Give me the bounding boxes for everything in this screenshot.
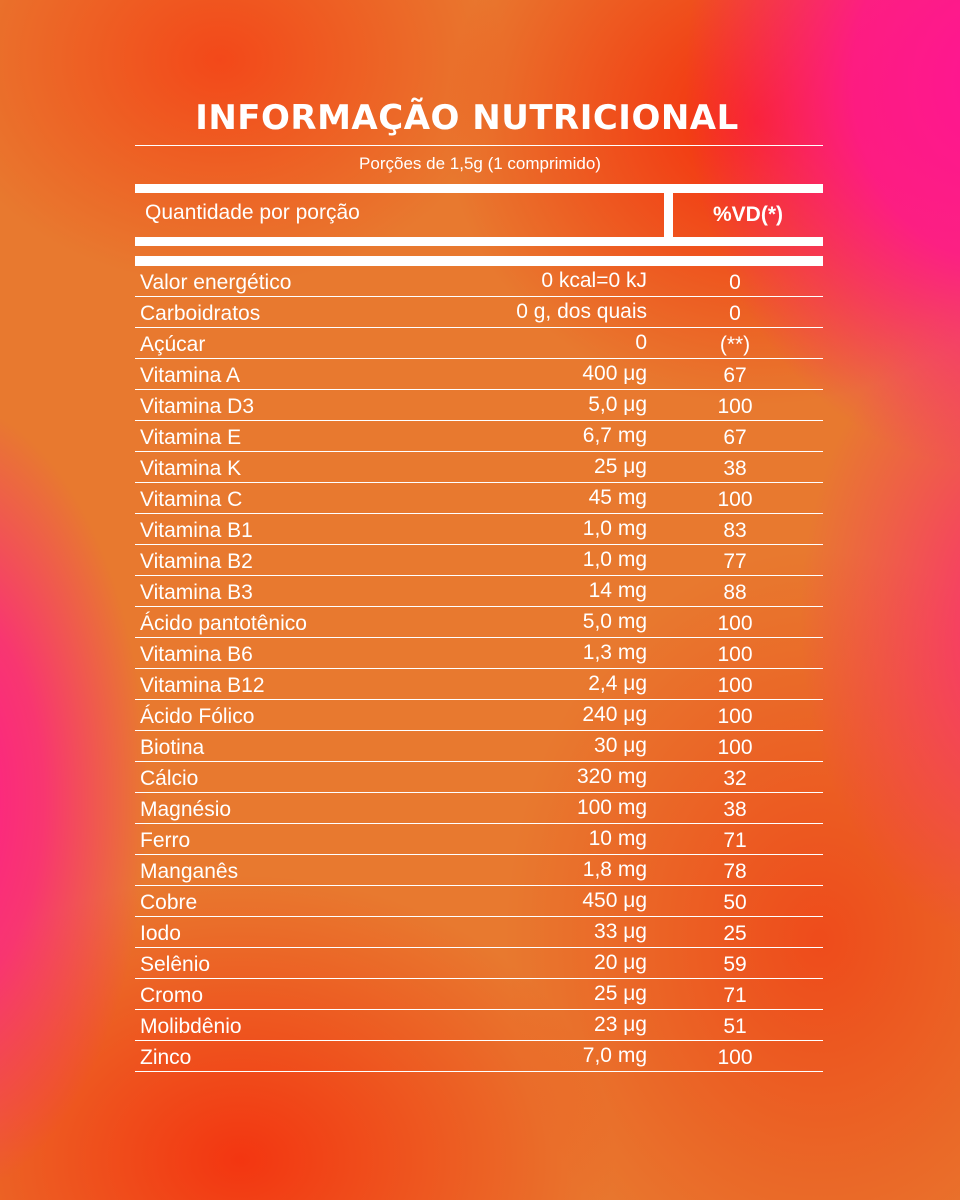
nutrient-name: Ácido pantotênico — [140, 612, 307, 635]
nutrient-daily-value: 38 — [723, 457, 747, 480]
nutrient-name: Cromo — [140, 984, 204, 1007]
nutrient-amount: 7,0 mg — [582, 1044, 647, 1067]
page-title: INFORMAÇÃO NUTRICIONAL — [195, 98, 739, 138]
nutrient-amount: 2,4 μg — [588, 672, 647, 695]
nutrient-name: Vitamina B2 — [140, 550, 253, 573]
table-row — [135, 855, 823, 886]
header-column-divider — [664, 193, 673, 237]
nutrient-daily-value: 100 — [717, 736, 753, 759]
nutrient-amount: 5,0 μg — [588, 393, 647, 416]
table-row — [135, 979, 823, 1010]
nutrient-name: Vitamina K — [140, 457, 242, 480]
thick-divider — [135, 237, 823, 246]
nutrient-name: Carboidratos — [140, 302, 261, 325]
nutrient-amount: 0 — [635, 331, 647, 354]
table-row — [135, 669, 823, 700]
nutrient-name: Açúcar — [140, 333, 206, 356]
thick-divider — [135, 256, 823, 266]
nutrient-daily-value: 100 — [717, 705, 753, 728]
table-row — [135, 452, 823, 483]
nutrient-daily-value: 71 — [723, 829, 747, 852]
nutrient-name: Vitamina D3 — [140, 395, 255, 418]
nutrient-name: Vitamina E — [140, 426, 242, 449]
nutrient-daily-value: 100 — [717, 612, 753, 635]
table-row — [135, 266, 823, 297]
nutrient-amount: 10 mg — [588, 827, 647, 850]
divider — [135, 145, 823, 146]
nutrient-daily-value: 88 — [723, 581, 747, 604]
nutrient-amount: 320 mg — [576, 765, 647, 788]
nutrient-daily-value: 100 — [717, 1046, 753, 1069]
nutrient-name: Biotina — [140, 736, 205, 759]
nutrient-amount: 0 g, dos quais — [516, 300, 647, 323]
nutrient-amount: 240 μg — [582, 703, 647, 726]
nutrient-amount: 1,0 mg — [582, 517, 647, 540]
table-row — [135, 483, 823, 514]
nutrient-daily-value: 0 — [729, 271, 741, 294]
nutrient-name: Vitamina C — [140, 488, 243, 511]
nutrient-daily-value: 67 — [723, 426, 747, 449]
nutrient-daily-value: 25 — [723, 922, 747, 945]
nutrient-amount: 1,0 mg — [582, 548, 647, 571]
daily-value-label: %VD(*) — [712, 203, 783, 226]
table-row — [135, 700, 823, 731]
table-row — [135, 514, 823, 545]
nutrient-name: Cobre — [140, 891, 198, 914]
nutrient-daily-value: 83 — [723, 519, 747, 542]
table-row — [135, 948, 823, 979]
table-row — [135, 576, 823, 607]
table-row — [135, 762, 823, 793]
nutrient-daily-value: 0 — [729, 302, 741, 325]
nutrient-amount: 14 mg — [588, 579, 647, 602]
nutrient-amount: 450 μg — [582, 889, 647, 912]
table-row — [135, 824, 823, 855]
table-row — [135, 886, 823, 917]
nutrient-daily-value: 100 — [717, 395, 753, 418]
table-row — [135, 1041, 823, 1072]
nutrient-daily-value: 100 — [717, 643, 753, 666]
nutrient-name: Manganês — [140, 860, 239, 883]
table-row — [135, 1010, 823, 1041]
nutrient-amount: 20 μg — [594, 951, 647, 974]
nutrient-amount: 33 μg — [594, 920, 647, 943]
table-row — [135, 731, 823, 762]
nutrient-amount: 25 μg — [594, 455, 647, 478]
table-row — [135, 793, 823, 824]
table-header — [135, 193, 823, 237]
table-row — [135, 359, 823, 390]
nutrient-name: Magnésio — [140, 798, 232, 821]
table-row — [135, 421, 823, 452]
table-row — [135, 638, 823, 669]
nutrient-daily-value: 67 — [723, 364, 747, 387]
table-row — [135, 390, 823, 421]
nutrient-name: Ácido Fólico — [140, 705, 255, 728]
nutrient-name: Selênio — [140, 953, 211, 976]
nutrient-daily-value: 100 — [717, 674, 753, 697]
nutrient-amount: 400 μg — [582, 362, 647, 385]
nutrient-name: Vitamina A — [140, 364, 241, 387]
nutrient-daily-value: 77 — [723, 550, 747, 573]
nutrient-amount: 6,7 mg — [582, 424, 647, 447]
nutrient-name: Vitamina B1 — [140, 519, 253, 542]
nutrient-amount: 23 μg — [594, 1013, 647, 1036]
table-row — [135, 917, 823, 948]
nutrient-table — [135, 266, 823, 1072]
nutrient-name: Zinco — [140, 1046, 192, 1069]
nutrient-name: Molibdênio — [140, 1015, 242, 1038]
table-row — [135, 328, 823, 359]
nutrient-daily-value: 78 — [723, 860, 747, 883]
nutrient-name: Cálcio — [140, 767, 199, 790]
thick-divider — [135, 184, 823, 193]
nutrient-amount: 100 mg — [576, 796, 647, 819]
nutrient-name: Ferro — [140, 829, 191, 852]
nutrient-name: Iodo — [140, 922, 181, 945]
quantity-per-portion-label: Quantidade por porção — [145, 201, 360, 224]
nutrient-daily-value: 51 — [723, 1015, 747, 1038]
nutrient-daily-value: 59 — [723, 953, 747, 976]
nutrient-amount: 30 μg — [594, 734, 647, 757]
nutrient-name: Valor energético — [140, 271, 292, 294]
nutrient-daily-value: 100 — [717, 488, 753, 511]
nutrient-amount: 1,3 mg — [582, 641, 647, 664]
table-row — [135, 545, 823, 576]
nutrient-amount: 1,8 mg — [582, 858, 647, 881]
nutrient-name: Vitamina B12 — [140, 674, 265, 697]
nutrient-daily-value: 50 — [723, 891, 747, 914]
nutrient-amount: 25 μg — [594, 982, 647, 1005]
nutrient-daily-value: (**) — [719, 333, 751, 356]
portion-size: Porções de 1,5g (1 comprimido) — [359, 154, 601, 173]
nutrient-daily-value: 32 — [723, 767, 747, 790]
nutrient-amount: 0 kcal=0 kJ — [541, 269, 647, 292]
table-row — [135, 607, 823, 638]
nutrient-name: Vitamina B3 — [140, 581, 253, 604]
nutrient-daily-value: 71 — [723, 984, 747, 1007]
nutrient-amount: 5,0 mg — [582, 610, 647, 633]
nutrient-amount: 45 mg — [588, 486, 647, 509]
nutrient-name: Vitamina B6 — [140, 643, 253, 666]
nutrient-daily-value: 38 — [723, 798, 747, 821]
table-row — [135, 297, 823, 328]
